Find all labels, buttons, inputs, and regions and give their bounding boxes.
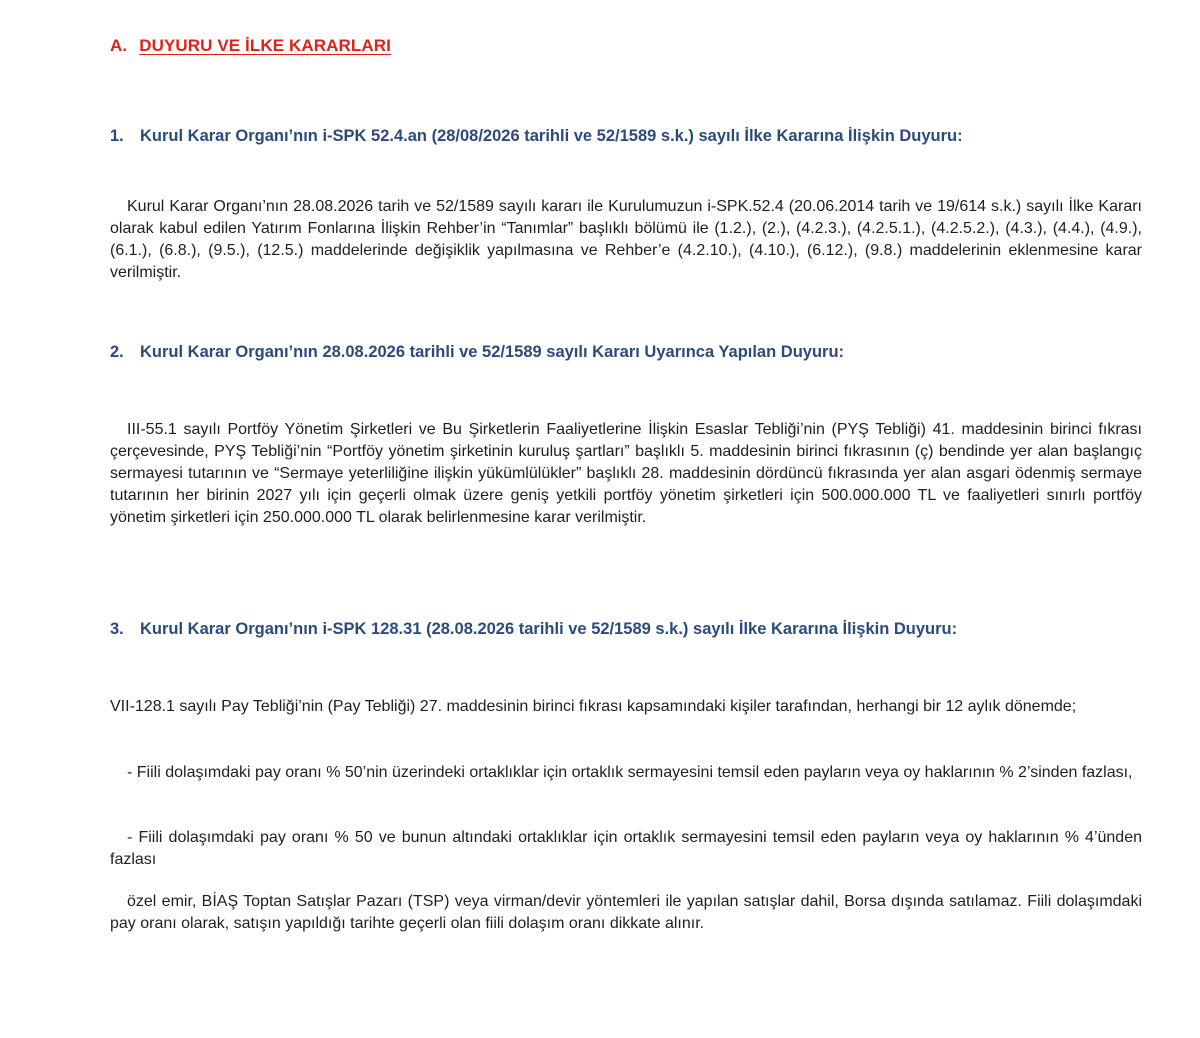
item-1-heading — [110, 127, 963, 146]
item-3-closing: özel emir, BİAŞ Toptan Satışlar Pazarı (TSP) veya virman/devir yöntemleri ile yapılan satışlar dahil, Borsa dışında satılamaz. Fiili dolaşımdaki pay oranı olarak, satışın yapıldığı tarihte geçerli olan fiili dolaşım oranı dikkate alınır. — [110, 893, 1142, 932]
item-2-body: III-55.1 sayılı Portföy Yönetim Şirketleri ve Bu Şirketlerin Faaliyetlerine İlişkin Esaslar Tebliği’nin (PYŞ Tebliği) 41. maddesinin birinci fıkrası çerçevesinde, PYŞ Tebliği’nin “Portföy yönetim şirketinin kuruluş şartları” başlıklı 5. maddesinin birinci fıkrasının (ç) bendinde yer alan başlangıç sermayesi tutarının ve “Sermaye yeterliliğine ilişkin yükümlülükler” başlıklı 28. maddesinin dördüncü fıkrasında yer alan asgari ödenmiş sermaye tutarının her birinin 2027 yılı için geçerli olmak üzere geniş yetkili portföy yönetim şirketleri için 500.000.000 TL ve faaliyetleri sınırlı portföy yönetim şirketleri için 250.000.000 TL olarak belirlenmesine karar verilmiştir. — [110, 421, 1142, 526]
section-title — [110, 36, 391, 56]
item-1-heading-text: Kurul Karar Organı’nın i-SPK 52.4.an (28/08/2026 tarihli ve 52/1589 s.k.) sayılı İlke Kararına İlişkin Duyuru: — [140, 127, 963, 145]
section-title-text: DUYURU VE İLKE KARARLARI — [139, 36, 391, 55]
item-2-heading — [110, 343, 844, 362]
section-letter: A. — [110, 36, 128, 55]
item-3-intro: VII-128.1 sayılı Pay Tebliği’nin (Pay Tebliği) 27. maddesinin birinci fıkrası kapsamındaki kişiler tarafından, herhangi bir 12 aylık dönemde; — [110, 698, 1077, 715]
item-2-heading-text: Kurul Karar Organı’nın 28.08.2026 tarihli ve 52/1589 sayılı Kararı Uyarınca Yapılan Duyuru: — [140, 343, 845, 361]
item-1-body: Kurul Karar Organı’nın 28.08.2026 tarih ve 52/1589 sayılı kararı ile Kurulumuzun i-SPK.52.4 (20.06.2014 tarih ve 19/614 s.k.) sayılı İlke Kararı olarak kabul edilen Yatırım Fonlarına İlişkin Rehber’in “Tanımlar” başlıklı bölümü ile (1.2.), (2.), (4.2.3.), (4.2.5.1.), (4.2.5.2.), (4.3.), (4.4.), (4.9.), (6.1.), (6.8.), (9.5.), (12.5.) maddelerinde değişiklik yapılmasına ve Rehber’e (4.2.10.), (4.10.), (6.12.), (9.8.) maddelerinin eklenmesine karar verilmiştir. — [110, 198, 1142, 281]
item-2-number: 2. — [110, 343, 124, 361]
item-3-number: 3. — [110, 620, 124, 638]
item-3-bullet-2: - Fiili dolaşımdaki pay oranı % 50 ve bunun altındaki ortaklıklar için ortaklık sermayesini temsil eden payların veya oy haklarının % 4’ünden fazlası — [110, 829, 1142, 868]
item-3-bullet-1: - Fiili dolaşımdaki pay oranı % 50’nin üzerindeki ortaklıklar için ortaklık sermayesini temsil eden payların veya oy haklarının % 2’sinden fazlası, — [127, 764, 1133, 781]
item-1-number: 1. — [110, 127, 124, 145]
item-3-heading-text: Kurul Karar Organı’nın i-SPK 128.31 (28.08.2026 tarihli ve 52/1589 s.k.) sayılı İlke Kararına İlişkin Duyuru: — [140, 620, 958, 638]
item-3-heading — [110, 620, 957, 639]
